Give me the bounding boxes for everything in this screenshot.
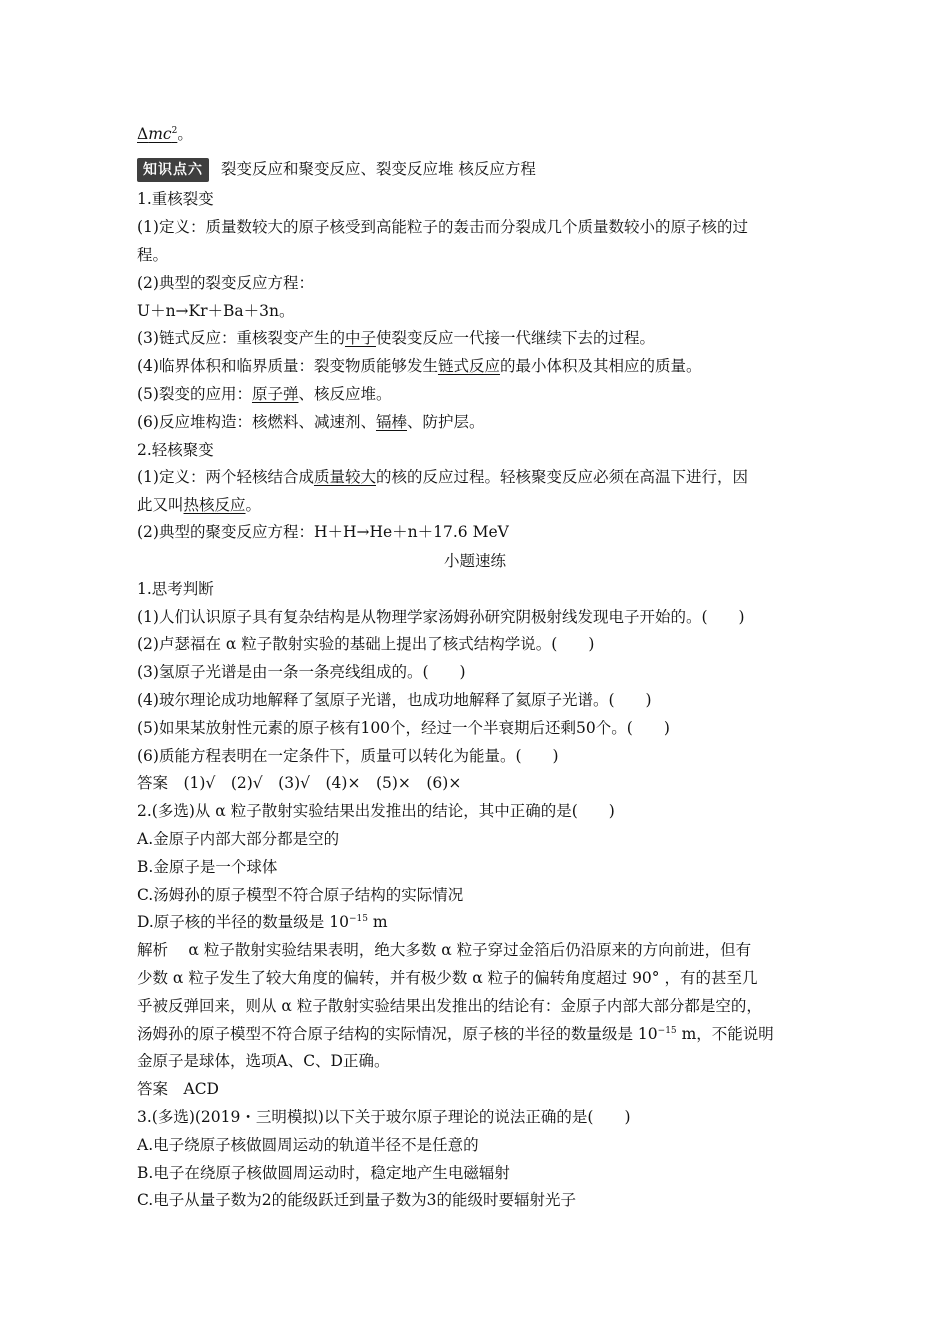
q2-explanation-line: 金原子是球体，选项A、C、D正确。 bbox=[137, 1052, 390, 1070]
fission-definition-line-2: 程。 bbox=[137, 246, 169, 264]
q2-stem: 2.(多选)从 α 粒子散射实验结果出发推出的结论，其中正确的是( ) bbox=[137, 802, 615, 820]
fission-equation-label: (2)典型的裂变反应方程： bbox=[137, 274, 314, 292]
fission-application: (5)裂变的应用：原子弹、核反应堆。 bbox=[137, 385, 392, 403]
q3-option-c: C.电子从量子数为2的能级跃迁到量子数为3的能级时要辐射光子 bbox=[137, 1191, 576, 1209]
fission-definition-line-1: (1)定义：质量数较大的原子核受到高能粒子的轰击而分裂成几个质量数较小的原子核的过 bbox=[137, 218, 748, 236]
q2-explanation-line: 解析 α 粒子散射实验结果表明，绝大多数 α 粒子穿过金箔后仍沿原来的方向前进，但有 bbox=[137, 941, 752, 959]
q3-option-a: A.电子绕原子核做圆周运动的轨道半径不是任意的 bbox=[137, 1136, 479, 1154]
section-header bbox=[137, 158, 536, 182]
q1-item: (4)玻尔理论成功地解释了氢原子光谱，也成功地解释了氦原子光谱。( ) bbox=[137, 691, 652, 709]
q1-item: (2)卢瑟福在 α 粒子散射实验的基础上提出了核式结构学说。( ) bbox=[137, 635, 595, 653]
q2-option-d: D.原子核的半径的数量级是 $10^{-15}$ m bbox=[137, 913, 388, 931]
q2-option-b: B.金原子是一个球体 bbox=[137, 858, 278, 876]
fusion-definition-line-1: (1)定义：两个轻核结合成质量较大的核的反应过程。轻核聚变反应必须在高温下进行，因 bbox=[137, 468, 748, 486]
q2-explanation-line: 汤姆孙的原子模型不符合原子结构的实际情况，原子核的半径的数量级是 $10^{-15}$ m，不能说明 bbox=[137, 1025, 774, 1043]
q3-stem: 3.(多选)(2019・三明模拟)以下关于玻尔原子理论的说法正确的是( ) bbox=[137, 1108, 631, 1126]
q3-option-b: B.电子在绕原子核做圆周运动时，稳定地产生电磁辐射 bbox=[137, 1164, 510, 1182]
q1-item: (5)如果某放射性元素的原子核有100个，经过一个半衰期后还剩50个。( ) bbox=[137, 719, 670, 737]
section-badge: 知识点六 bbox=[137, 158, 209, 182]
fusion-equation: (2)典型的聚变反应方程：H＋H→He＋n＋17.6 MeV bbox=[137, 523, 509, 541]
q2-explanation-line: 少数 α 粒子发生了较大角度的偏转，并有极少数 α 粒子的偏转角度超过 90° ，有的甚至几 bbox=[137, 969, 758, 987]
fusion-definition-line-2: 此又叫热核反应。 bbox=[137, 496, 262, 514]
practice-title: 小题速练 bbox=[443, 552, 506, 570]
critical-mass: (4)临界体积和临界质量：裂变物质能够发生链式反应的最小体积及其相应的质量。 bbox=[137, 357, 702, 375]
fusion-heading: 2.轻核聚变 bbox=[137, 441, 214, 459]
fission-heading: 1.重核裂变 bbox=[137, 190, 214, 208]
q2-option-a: A.金原子内部大部分都是空的 bbox=[137, 830, 340, 848]
q1-heading: 1.思考判断 bbox=[137, 580, 214, 598]
fission-equation: U＋n→Kr＋Ba＋3n。 bbox=[137, 302, 295, 320]
q1-answer: 答案 (1)√ (2)√ (3)√ (4)× (5)× (6)× bbox=[137, 774, 462, 792]
q1-item: (1)人们认识原子具有复杂结构是从物理学家汤姆孙研究阴极射线发现电子开始的。( ) bbox=[137, 608, 745, 626]
chain-reaction: (3)链式反应：重核裂变产生的中子使裂变反应一代接一代继续下去的过程。 bbox=[137, 329, 655, 347]
q2-explanation-line: 乎被反弹回来，则从 α 粒子散射实验结果出发推出的结论有：金原子内部大部分都是空的， bbox=[137, 997, 762, 1015]
q1-item: (3)氢原子光谱是由一条一条亮线组成的。( ) bbox=[137, 663, 466, 681]
q1-item: (6)质能方程表明在一定条件下，质量可以转化为能量。( ) bbox=[137, 747, 559, 765]
q2-option-c: C.汤姆孙的原子模型不符合原子结构的实际情况 bbox=[137, 886, 464, 904]
q2-answer: 答案 ACD bbox=[137, 1080, 219, 1098]
section-title: 裂变反应和聚变反应、裂变反应堆 核反应方程 bbox=[221, 160, 536, 178]
reactor-structure: (6)反应堆构造：核燃料、减速剂、镉棒、防护层。 bbox=[137, 413, 485, 431]
top-formula: Δmc$^2$。 bbox=[137, 125, 193, 143]
